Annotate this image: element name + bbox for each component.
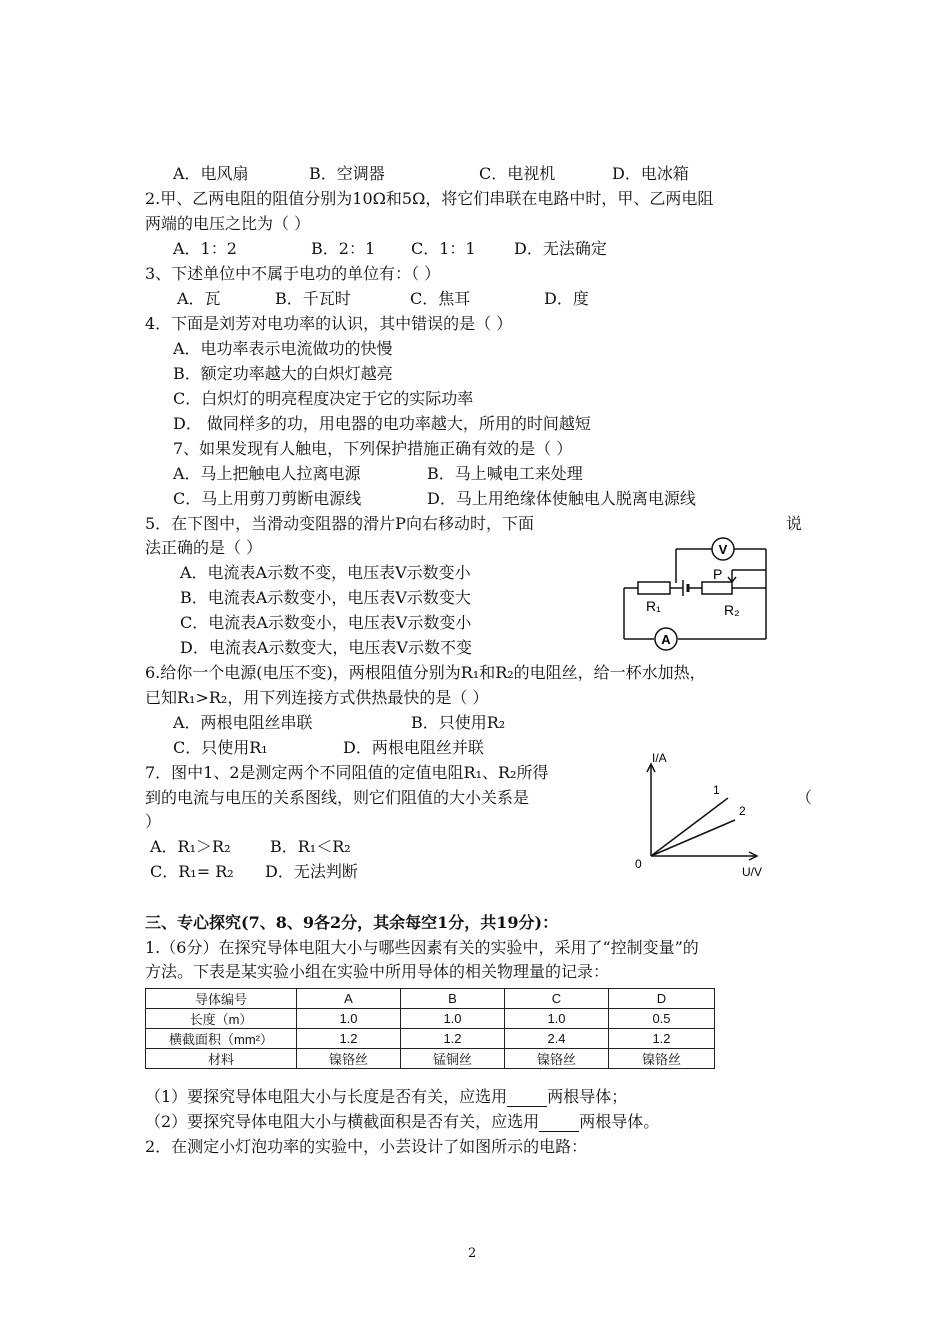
r2-label: R₂ — [724, 602, 740, 618]
option-text: B．额定功率越大的白炽灯越亮 — [173, 364, 393, 383]
option-text: B．电流表A示数变小，电压表V示数变大 — [180, 588, 471, 607]
option-text: D．无法确定 — [514, 239, 607, 258]
table-row — [146, 1029, 715, 1049]
table-cell: 横截面积（mm²） — [146, 1029, 297, 1049]
question-text: 已知R₁>R₂，用下列连接方式供热最快的是（ ） — [145, 688, 489, 707]
table-cell: 材料 — [146, 1049, 297, 1069]
question-text: （ — [796, 788, 813, 807]
question-text: 7．图中1、2是测定两个不同阻值的定值电阻R₁、R₂所得 — [145, 763, 549, 782]
option-text: D．无法判断 — [265, 862, 358, 881]
y-axis-label: I/A — [652, 752, 667, 765]
table-cell: 长度（m） — [146, 1009, 297, 1029]
option-text: A．电流表A示数不变，电压表V示数变小 — [180, 563, 471, 582]
option-text: A．电风扇 — [173, 164, 249, 183]
option-text: C．白炽灯的明亮程度决定于它的实际功率 — [173, 389, 474, 408]
option-text: A．马上把触电人拉离电源 — [173, 464, 361, 483]
table-cell: 0.5 — [609, 1009, 715, 1029]
ammeter-label: A — [661, 632, 671, 647]
answer-blank[interactable] — [539, 1115, 579, 1132]
answer-blank[interactable] — [507, 1090, 547, 1107]
option-text: D．电流表A示数变大，电压表V示数不变 — [180, 638, 472, 657]
table-cell: 镍铬丝 — [297, 1049, 401, 1069]
graph-line-1 — [651, 798, 728, 856]
section-title: 三、专心探究(7、8、9各2分，其余每空1分，共19分)： — [145, 913, 559, 932]
option-text: A．R₁＞R₂ — [150, 837, 231, 856]
option-text: A．1：2 — [173, 239, 237, 258]
table-cell: 1.0 — [297, 1009, 401, 1029]
question-text: （2）要探究导体电阻大小与横截面积是否有关，应选用 — [145, 1112, 540, 1131]
line-1-label: 1 — [713, 783, 720, 797]
table-cell: C — [505, 989, 609, 1009]
origin-label: 0 — [635, 857, 642, 871]
table-row — [146, 1009, 715, 1029]
question-text: 7、如果发现有人触电，下列保护措施正确有效的是（ ） — [173, 439, 573, 458]
table-cell: 镍铬丝 — [609, 1049, 715, 1069]
option-text: A．两根电阻丝串联 — [173, 713, 313, 732]
option-text: A．瓦 — [177, 289, 221, 308]
question-text: 两根导体； — [547, 1087, 628, 1106]
option-text: D．马上用绝缘体使触电人脱离电源线 — [427, 489, 696, 508]
question-text: 6.给你一个电源(电压不变)，两根阻值分别为R₁和R₂的电阻丝，给一杯水加热， — [145, 663, 706, 682]
question-text: 1.（6分）在探究导体电阻大小与哪些因素有关的实验中，采用了“控制变量”的 — [145, 938, 699, 957]
option-text: C．电视机 — [479, 164, 556, 183]
voltmeter-label: V — [718, 542, 728, 557]
iu-graph — [630, 752, 775, 880]
option-text: A．电功率表示电流做功的快慢 — [173, 339, 393, 358]
option-text: C．只使用R₁ — [173, 738, 268, 757]
table-header-row — [146, 989, 715, 1009]
table-cell: A — [297, 989, 401, 1009]
option-text: B．马上喊电工来处理 — [427, 464, 583, 483]
option-text: C．1：1 — [411, 239, 476, 258]
question-text: 法正确的是（ ） — [145, 538, 263, 557]
option-text: C．R₁= R₂ — [150, 862, 234, 881]
graph-line-2 — [651, 820, 735, 856]
question-text: 方法。下表是某实验小组在实验中所用导体的相关物理量的记录： — [145, 962, 610, 981]
table-cell: B — [401, 989, 505, 1009]
table-cell: 1.2 — [609, 1029, 715, 1049]
question-text: 两端的电压之比为（ ） — [145, 214, 311, 233]
table-cell: 1.0 — [505, 1009, 609, 1029]
question-text: 2.甲、乙两电阻的阻值分别为10Ω和5Ω，将它们串联在电路中时，甲、乙两电阻 — [145, 189, 714, 208]
resistor-r1 — [638, 582, 670, 594]
table-cell: 镍铬丝 — [505, 1049, 609, 1069]
table-cell: 2.4 — [505, 1029, 609, 1049]
option-text: B．空调器 — [309, 164, 385, 183]
option-text: B．2：1 — [311, 239, 376, 258]
question-text: 到的电流与电压的关系图线，则它们阻值的大小关系是 — [145, 788, 530, 807]
question-text: 两根导体。 — [579, 1112, 660, 1131]
table-cell: 1.0 — [401, 1009, 505, 1029]
option-text: C．马上用剪刀剪断电源线 — [173, 489, 362, 508]
question-text: 2．在测定小灯泡功率的实验中，小芸设计了如图所示的电路： — [145, 1137, 588, 1156]
table-cell: 锰铜丝 — [401, 1049, 505, 1069]
data-table — [145, 988, 715, 1069]
question-text: 4．下面是刘芳对电功率的认识，其中错误的是（ ） — [145, 314, 513, 333]
page-number: 2 — [468, 1246, 477, 1261]
table-cell: 导体编号 — [146, 989, 297, 1009]
option-text: B．只使用R₂ — [411, 713, 506, 732]
option-text: D．电冰箱 — [612, 164, 689, 183]
resistor-r2 — [702, 582, 732, 594]
table-cell: 1.2 — [297, 1029, 401, 1049]
line-2-label: 2 — [739, 804, 746, 818]
table-row — [146, 1049, 715, 1069]
option-text: C．电流表A示数变小，电压表V示数变小 — [180, 613, 472, 632]
table-cell: D — [609, 989, 715, 1009]
slider-label: P — [713, 566, 723, 582]
option-text: D． 做同样多的功，用电器的电功率越大，所用的时间越短 — [173, 414, 591, 433]
question-text: 3、下述单位中不属于电功的单位有：（ ） — [145, 264, 441, 283]
question-text: 说 — [786, 514, 803, 533]
question-text: （1）要探究导体电阻大小与长度是否有关，应选用 — [145, 1087, 508, 1106]
r1-label: R₁ — [646, 598, 661, 614]
option-text: B．千瓦时 — [275, 289, 351, 308]
table-cell: 1.2 — [401, 1029, 505, 1049]
question-text: 5．在下图中，当滑动变阻器的滑片P向右移动时，下面 — [145, 514, 534, 533]
option-text: D．两根电阻丝并联 — [343, 738, 484, 757]
option-text: B．R₁＜R₂ — [270, 837, 351, 856]
question-text: ） — [145, 812, 162, 831]
circuit-diagram — [616, 535, 776, 655]
option-text: C．焦耳 — [410, 289, 471, 308]
x-axis-label: U/V — [742, 865, 763, 879]
option-text: D．度 — [544, 289, 589, 308]
